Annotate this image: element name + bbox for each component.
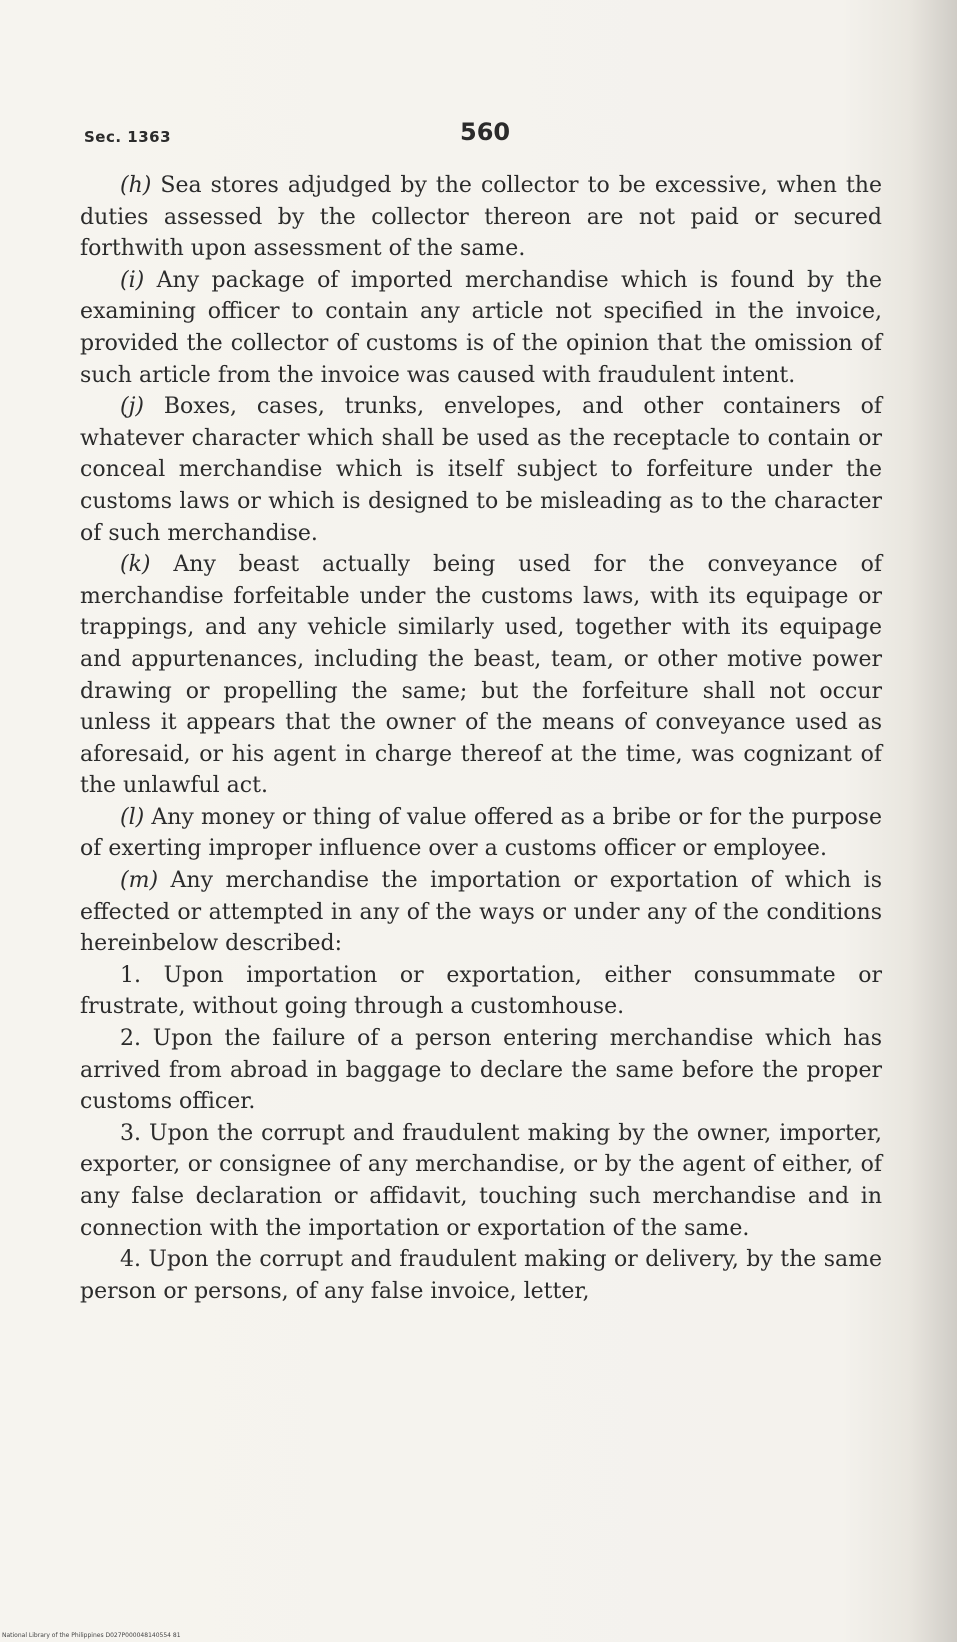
- paragraph-label: (h): [120, 173, 152, 198]
- list-item-4: [80, 1244, 882, 1307]
- paragraph-label: (m): [120, 868, 159, 894]
- paragraph-text: 2. Upon the failure of a person entering merchandise which has arrived from abroad in baggage to declare the same before the proper customs officer.: [80, 1026, 882, 1115]
- paragraph-text: 4. Upon the corrupt and fraudulent making or delivery, by the same person or persons, of any false invoice, letter,: [80, 1247, 882, 1304]
- paragraph-text: Sea stores adjudged by the collector to be excessive, when the duties assessed by the collector thereon are not paid or secured forthwith upon assessment of the same.: [80, 173, 882, 262]
- page-header: [84, 118, 884, 158]
- paragraph-label: (j): [120, 394, 144, 420]
- paragraph-h: [80, 170, 882, 265]
- paragraph-i: [80, 265, 882, 391]
- paragraph-j: [80, 391, 882, 549]
- paragraph-text: Any package of imported merchandise which is found by the examining officer to contain any article not specified in the invoice, provided the collector of customs is of the opinion that the omission of such article from the invoice was caused with fraudulent intent.: [80, 267, 882, 388]
- paragraph-l: [80, 802, 882, 865]
- paragraph-text: 1. Upon importation or exportation, either consummate or frustrate, without going through a customhouse.: [80, 962, 882, 1020]
- paragraph-text: 3. Upon the corrupt and fraudulent making by the owner, importer, exporter, or consignee of any merchandise, or by the agent of either, of any false declaration or affidavit, touching such merchandise and in connection with the importation or exportation of the same.: [80, 1120, 882, 1241]
- page-number: 560: [460, 118, 511, 146]
- body-text: [80, 170, 882, 1307]
- list-item-3: [80, 1118, 882, 1244]
- paragraph-k: [80, 549, 882, 802]
- section-number: Sec. 1363: [84, 128, 172, 146]
- paragraph-text: Any money or thing of value offered as a bribe or for the purpose of exerting improper influence over a customs officer or employee.: [80, 804, 882, 862]
- paragraph-label: (k): [120, 552, 151, 578]
- list-item-2: [80, 1023, 882, 1118]
- paragraph-text: Any merchandise the importation or exportation of which is effected or attempted in any of the ways or under any of the conditions hereinbelow described:: [80, 868, 882, 957]
- paragraph-label: (l): [120, 804, 145, 830]
- scan-footer: National Library of the Philippines D027P000048140554 81: [2, 1632, 181, 1639]
- paragraph-text: Boxes, cases, trunks, envelopes, and other containers of whatever character which shall be used as the receptacle to contain or conceal merchandise which is itself subject to forfeiture under the customs laws or which is designed to be misleading as to the character of such merchandise.: [80, 394, 882, 546]
- paragraph-label: (i): [120, 267, 145, 293]
- list-item-1: [80, 960, 882, 1023]
- paragraph-text: Any beast actually being used for the conveyance of merchandise forfeitable under the customs laws, with its equipage or trappings, and any vehicle similarly used, together with its equipage and appurtenances, including the beast, team, or other motive power drawing or propelling the same; but the forfeiture shall not occur unless it appears that the owner of the means of conveyance used as aforesaid, or his agent in charge thereof at the time, was cognizant of the unlawful act.: [80, 552, 882, 799]
- paragraph-m: [80, 865, 882, 960]
